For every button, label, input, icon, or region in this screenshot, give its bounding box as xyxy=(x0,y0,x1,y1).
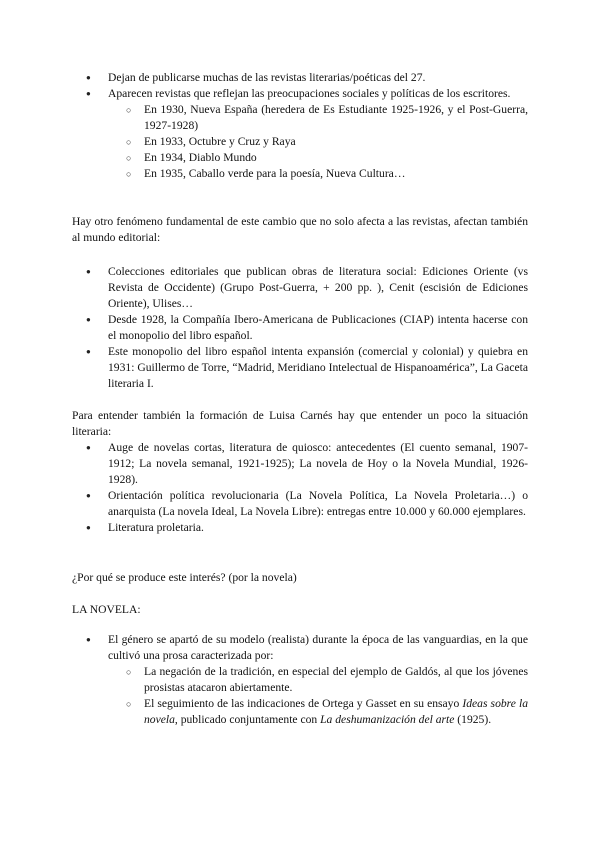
question: ¿Por qué se produce este interés? (por la novela) xyxy=(72,571,297,584)
editorial-list xyxy=(72,264,528,392)
list-item: ● Este monopolio del libro español intenta expansión (comercial y colonial) y quiebra en 1931: Guillermo de Torre, “Madrid, Meridiano Intelectual de Hispanoamérica”, La Gaceta literaria I. xyxy=(72,344,528,392)
magazines-section xyxy=(72,70,528,182)
list-item: ○ En 1934, Diablo Mundo xyxy=(108,150,528,166)
list-item: ○ La negación de la tradición, en especial del ejemplo de Galdós, al que los jóvenes prosistas atacaron abiertamente. xyxy=(108,664,528,696)
list-item: ● Orientación política revolucionaria (La Novela Política, La Novela Proletaria…) o anarquista (La novela Ideal, La Novela Libre): entregas entre 10.000 y 60.000 ejemplares. xyxy=(72,488,528,520)
novel-sublist xyxy=(108,664,528,728)
list-item: ● Aparecen revistas que reflejan las preocupaciones sociales y políticas de los escritores. ○ En 1930, Nueva España (heredera de Es Estudiante 1925-1926, y el Post-Guerra, 1927-1928) ○ En 1933, Octubre y Cruz y Raya ○ En 1934, Diablo Mundo ○ En 1935, Caballo verde para la poesía, Nueva Cultura… xyxy=(72,86,528,182)
magazines-sublist xyxy=(108,102,528,182)
list-item: ● El género se apartó de su modelo (realista) durante la época de las vanguardias, en la que cultivó una prosa caracterizada por: ○ La negación de la tradición, en especial del ejemplo de Galdós, al que los jóvenes prosistas atacaron abiertamente. ○ El seguimiento de las indicaciones de Ortega y Gasset en su ensayo Ideas sobre la novela, publicado conjuntamente con La deshumanización del arte (1925). xyxy=(72,632,528,728)
list-item: ● Dejan de publicarse muchas de las revistas literarias/poéticas del 27. xyxy=(72,70,528,86)
novel-section xyxy=(72,632,528,728)
literary-list xyxy=(72,440,528,536)
list-item: ● Auge de novelas cortas, literatura de quiosco: antecedentes (El cuento semanal, 1907-1912; La novela semanal, 1921-1925); La novela de Hoy o la Novela Mundial, 1926-1928). xyxy=(72,440,528,488)
list-item: ○ En 1935, Caballo verde para la poesía, Nueva Cultura… xyxy=(108,166,528,182)
paragraph: Para entender también la formación de Luisa Carnés hay que entender un poco la situación literaria: xyxy=(72,409,528,438)
list-item: ● Literatura proletaria. xyxy=(72,520,528,536)
section-heading xyxy=(72,602,528,618)
book-title: La deshumanización del arte xyxy=(320,713,455,726)
editorial-intro xyxy=(72,214,528,246)
list-item: ○ El seguimiento de las indicaciones de Ortega y Gasset en su ensayo Ideas sobre la novela, publicado conjuntamente con La deshumanización del arte (1925). xyxy=(108,696,528,728)
magazines-list xyxy=(72,70,528,182)
question-line xyxy=(72,570,528,586)
literary-context xyxy=(72,408,528,536)
editorial-section xyxy=(72,264,528,392)
list-item: ● Colecciones editoriales que publican obras de literatura social: Ediciones Oriente (vs Revista de Occidente) (Grupo Post-Guerra, + 200 pp. ), Cenit (escisión de Ediciones Oriente), Ulises… xyxy=(72,264,528,312)
book-title: Ideas sobre la novela xyxy=(144,697,528,726)
paragraph: Hay otro fenómeno fundamental de este cambio que no solo afecta a las revistas, afectan también al mundo editorial: xyxy=(72,215,528,244)
list-item: ● Desde 1928, la Compañía Ibero-Americana de Publicaciones (CIAP) intenta hacerse con el monopolio del libro español. xyxy=(72,312,528,344)
list-item: ○ En 1933, Octubre y Cruz y Raya xyxy=(108,134,528,150)
list-item: ○ En 1930, Nueva España (heredera de Es Estudiante 1925-1926, y el Post-Guerra, 1927-1928) xyxy=(108,102,528,134)
novel-list xyxy=(72,632,528,728)
heading: LA NOVELA: xyxy=(72,603,141,616)
